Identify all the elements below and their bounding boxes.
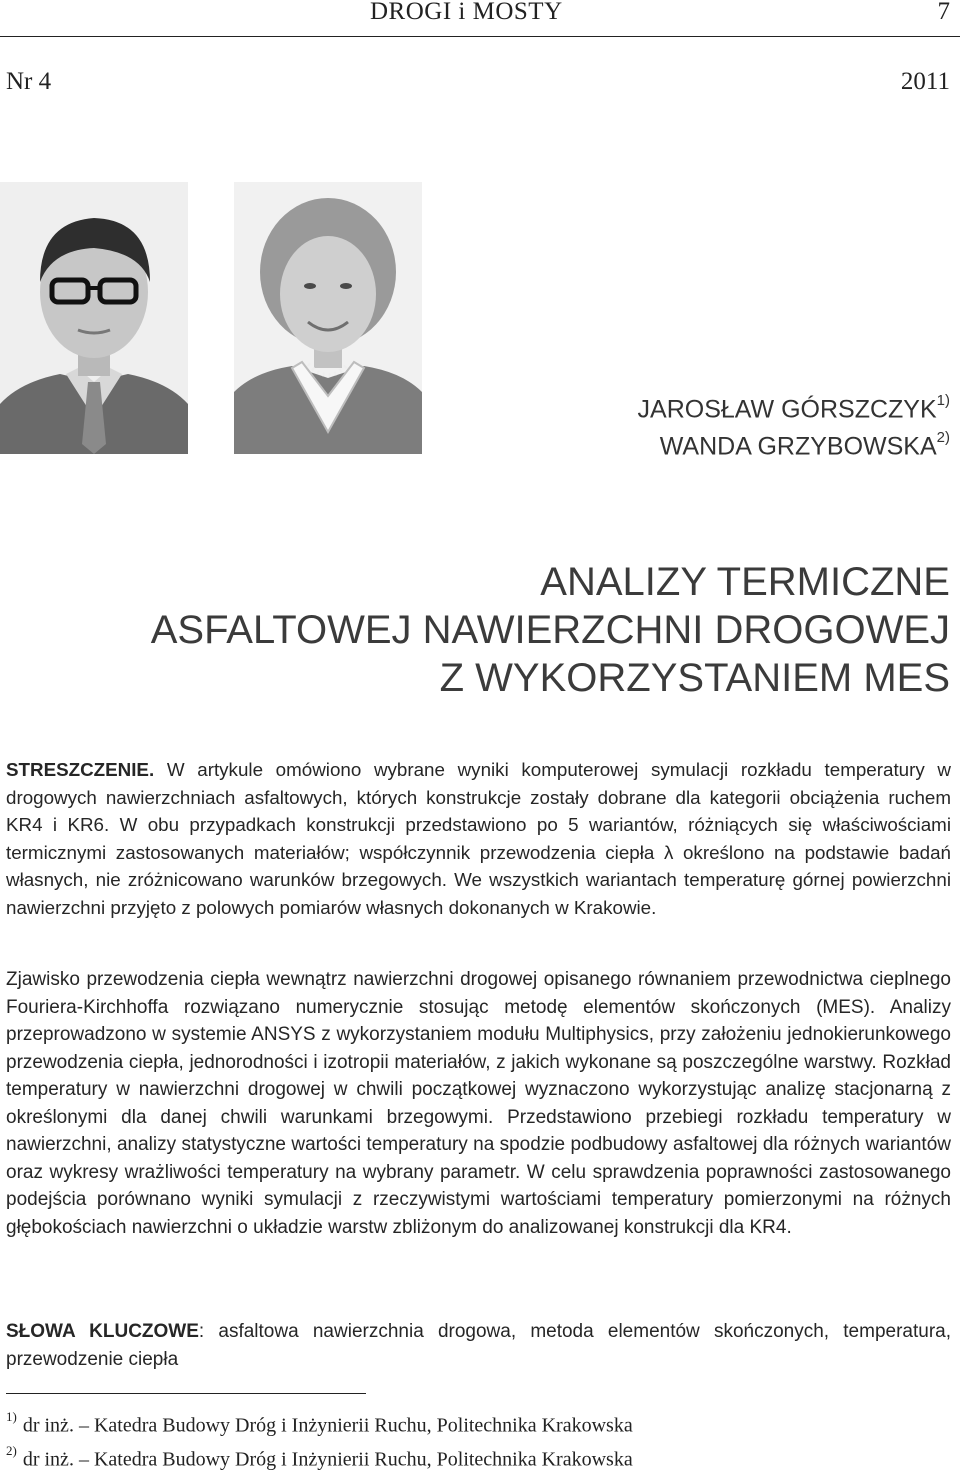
- article-title: [151, 558, 950, 702]
- issue-row: [0, 68, 960, 102]
- footnotes: [6, 1406, 633, 1473]
- footnote-1: [6, 1406, 633, 1440]
- page-number: 7: [937, 0, 950, 25]
- keywords-text: : asfaltowa nawierzchnia drogowa, metoda elementów skończonych, temperatura, przewodzenie ciepła: [6, 1321, 952, 1370]
- author-list: [638, 388, 950, 463]
- footnote-1-text: dr inż. – Katedra Budowy Dróg i Inżynierii Ruchu, Politechnika Krakowska: [22, 1414, 633, 1437]
- issue-number: Nr 4: [6, 68, 52, 95]
- title-line-2: ASFALTOWEJ NAWIERZCHNI DROGOWEJ: [150, 608, 950, 652]
- author-1-footnote-mark: 1): [936, 392, 950, 409]
- journal-name: DROGI i MOSTY: [370, 0, 563, 25]
- author-photo-2: [234, 182, 422, 454]
- author-1-name: JAROSŁAW GÓRSZCZYK: [637, 395, 937, 424]
- footnote-2: [6, 1440, 633, 1473]
- footnote-2-text: dr inż. – Katedra Budowy Dróg i Inżynierii Ruchu, Politechnika Krakowska: [22, 1448, 633, 1471]
- footnote-divider: [6, 1393, 366, 1394]
- keywords: [6, 1318, 951, 1373]
- author-2-name: WANDA GRZYBOWSKA: [659, 432, 937, 461]
- keywords-label: SŁOWA KLUCZOWE: [6, 1321, 199, 1342]
- author-photo-1: [0, 182, 188, 454]
- author-1: [638, 388, 950, 425]
- abstract: [6, 756, 951, 921]
- title-line-1: ANALIZY TERMICZNE: [540, 560, 950, 604]
- footnote-1-mark: 1): [6, 1409, 17, 1424]
- author-2-footnote-mark: 2): [936, 429, 950, 447]
- footnote-2-mark: 2): [6, 1442, 17, 1458]
- abstract-label: STRESZCZENIE.: [6, 759, 155, 780]
- publication-year: 2011: [900, 68, 950, 95]
- title-line-3: Z WYKORZYSTANIEM MES: [439, 656, 950, 700]
- author-2: [638, 425, 950, 462]
- body-paragraph: Zjawisko przewodzenia ciepła wewnątrz nawierzchni drogowej opisanego równaniem przewodnictwa cieplnego Fouriera-Kirchhoffa rozwiązano numerycznie stosując metodę elementów skończonych (MES). Analizy przeprowadzono w systemie ANSYS z wykorzystaniem modułu Multiphysics, przy założeniu jednokierunkowego przewodzenia ciepła, jednorodności i izotropii materiałów, z jakich wykonane są poszczególne warstwy. Rozkład temperatury w nawierzchni drogowej w chwili początkowej wyznaczono wykorzystując analizę stacjonarną z określonymi dla danej chwili warunkami brzegowymi. Przedstawiono przebiegi rozkładu temperatury w nawierzchni, analizy statystyczne wartości temperatury na spodzie podbudowy asfaltowej dla różnych wariantów oraz wykresy wrażliwości temperatury na wybrany parametr. W celu sprawdzenia poprawności zastosowanego podejścia porównano wyniki symulacji z rzeczywistymi wartościami temperatury pomierzonymi na różnych głębokościach nawierzchni o układzie warstw zbliżonym do analizowanej konstrukcji dla KR4.: [6, 969, 951, 1238]
- running-header: [0, 0, 960, 37]
- abstract-text: W artykule omówiono wybrane wyniki komputerowej symulacji rozkładu temperatury w drogowych nawierzchniach asfaltowych, których konstrukcje zostały dobrane dla kategorii obciążenia ruchem KR4 i KR6. W obu przypadkach konstrukcji przedstawiono po 5 wariantów, różniących się właściwościami termicznymi zastosowanych materiałów; współczynnik przewodzenia ciepła λ określono na podstawie badań własnych, nie zróżnicowano warunków brzegowych. We wszystkich wariantach temperaturę górnej powierzchni nawierzchni przyjęto z polowych pomiarów własnych dokonanych w Krakowie.: [6, 759, 951, 918]
